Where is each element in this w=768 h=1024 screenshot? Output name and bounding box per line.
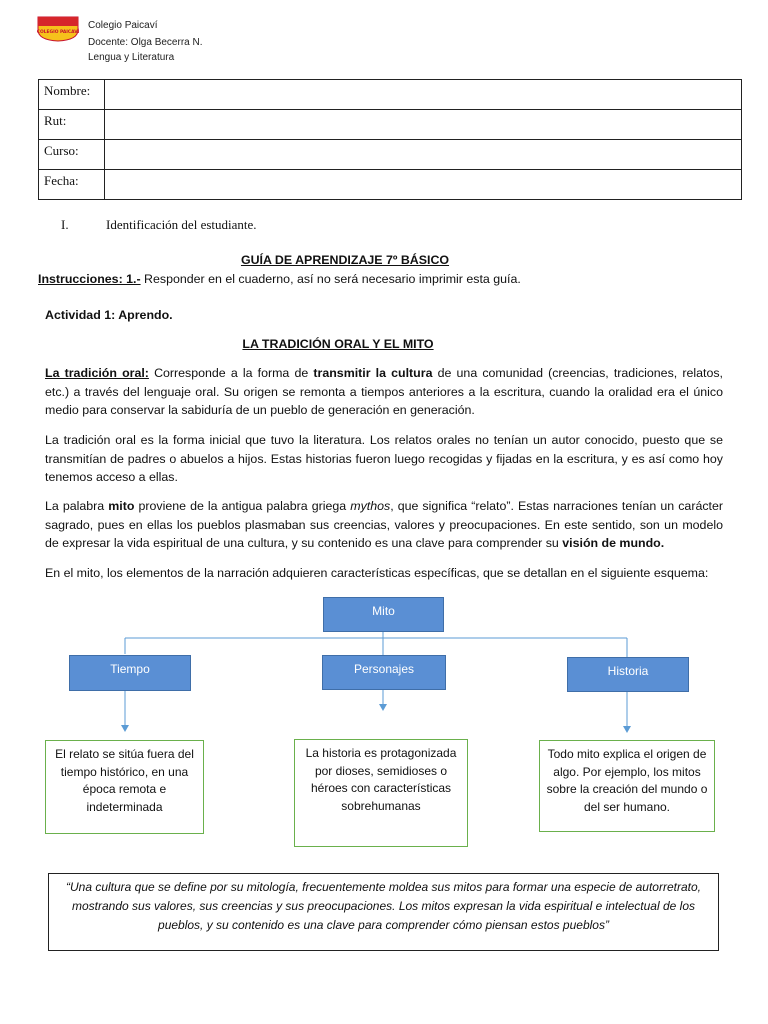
course-field[interactable]: [105, 140, 742, 170]
diagram-node-characters: Personajes: [322, 655, 446, 690]
detail-time: El relato se sitúa fuera del tiempo histórico, en una época remota e indeterminada: [45, 740, 204, 834]
rut-label: Rut:: [39, 110, 105, 140]
table-row: [39, 80, 742, 110]
table-row: [39, 170, 742, 200]
section-title: Identificación del estudiante.: [106, 217, 257, 232]
student-info-table: [38, 79, 742, 200]
diagram-node-story: Historia: [567, 657, 689, 692]
detail-characters: La historia es protagonizada por dioses, semidioses o héroes con características sobrehumanas: [294, 739, 468, 847]
course-label: Curso:: [39, 140, 105, 170]
instructions: [38, 270, 521, 288]
school-logo: [37, 16, 79, 42]
name-label: Nombre:: [39, 80, 105, 110]
paragraph-diagram-intro: En el mito, los elementos de la narración adquieren características específicas, que se detallan en el siguiente esquema:: [45, 566, 709, 580]
guide-title: GUÍA DE APRENDIZAJE 7º BÁSICO: [240, 253, 450, 267]
table-row: [39, 140, 742, 170]
subject-name: Lengua y Literatura: [88, 52, 175, 63]
logo-text: COLEGIO PAICAVÍ: [37, 30, 79, 35]
diagram-root-myth: Mito: [323, 597, 444, 632]
activity-title: Actividad 1: Aprendo.: [45, 308, 173, 322]
paragraph-oral-tradition: La tradición oral: Corresponde a la forma de transmitir la cultura de una comunidad (creencias, tradiciones, relatos, etc.) a través del lenguaje oral. Su origen se remonta a tiempos anteriores a la escritura, cuando la oralidad era el único medio para conservar la sabiduría de un pueblo de generación en generación.: [45, 366, 723, 418]
detail-story: Todo mito explica el origen de algo. Por ejemplo, los mitos sobre la creación del mundo o del ser humano.: [539, 740, 715, 832]
paragraph-literature: La tradición oral es la forma inicial que tuvo la literatura. Los relatos orales no tenían un autor conocido, puesto que se transmitían de padres o abuelos a hijos. Estas historias fueron luego recogidas y fijadas en la escritura, y es así como hoy tenemos acceso a ellas.: [45, 433, 723, 485]
quote-box: “Una cultura que se define por su mitología, frecuentemente moldea sus mitos para formar una especie de autorretrato, mostrando sus valores, sus creencias y sus preocupaciones. Los mitos expresan la vida espiritual e intelectual de los pueblos, y su contenido es una clave para comprender cómo piensan estos pueblos”: [48, 873, 719, 951]
section-number: I.: [61, 217, 69, 232]
teacher-name: Docente: Olga Becerra N.: [88, 37, 203, 48]
rut-field[interactable]: [105, 110, 742, 140]
date-label: Fecha:: [39, 170, 105, 200]
topic-title: LA TRADICIÓN ORAL Y EL MITO: [242, 337, 434, 351]
date-field[interactable]: [105, 170, 742, 200]
school-name: Colegio Paicaví: [88, 20, 158, 31]
instructions-text: Responder en el cuaderno, así no será necesario imprimir esta guía.: [140, 272, 521, 286]
name-field[interactable]: [105, 80, 742, 110]
paragraph-myth: La palabra mito proviene de la antigua palabra griega mythos, que significa “relato”. Estas narraciones tenían un carácter sagrado, pues en ellas los pueblos plasmaban sus creencias, valores y preocupaciones. En este sentido, son un modelo de expresar la vida espiritual de una cultura, y su contenido es una clave para comprender su visión de mundo.: [45, 499, 723, 551]
table-row: [39, 110, 742, 140]
diagram-node-time: Tiempo: [69, 655, 191, 691]
instructions-label: Instrucciones: 1.-: [38, 272, 141, 286]
